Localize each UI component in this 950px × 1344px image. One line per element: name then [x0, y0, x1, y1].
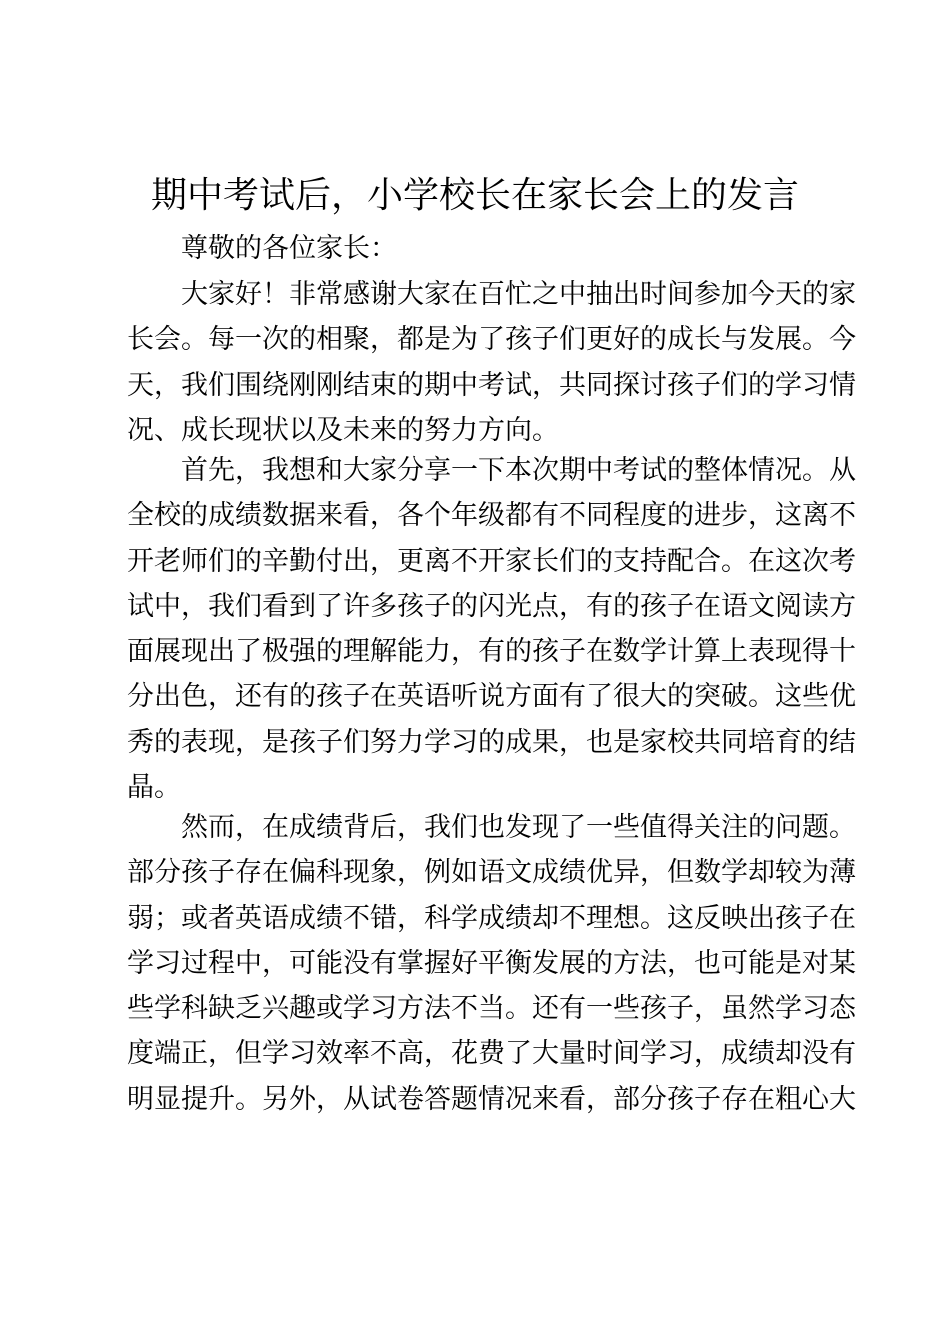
paragraph-line: 大家好！非常感谢大家在百忙之中抽出时间参加今天的家: [181, 279, 856, 310]
paragraph-line: 分出色，还有的孩子在英语听说方面有了很大的突破。这些优: [127, 681, 856, 713]
paragraph-line: 些学科缺乏兴趣或学习方法不当。还有一些孩子，虽然学习态: [127, 993, 856, 1025]
document-title: 期中考试后，小学校长在家长会上的发言: [150, 175, 799, 216]
paragraph-line: 长会。每一次的相聚，都是为了孩子们更好的成长与发展。今: [127, 324, 856, 356]
paragraph-line: 面展现出了极强的理解能力，有的孩子在数学计算上表现得十: [127, 636, 856, 668]
paragraph-line: 学习过程中，可能没有掌握好平衡发展的方法，也可能是对某: [127, 947, 856, 979]
paragraph-line: 首先，我想和大家分享一下本次期中考试的整体情况。从: [181, 455, 856, 486]
paragraph-2: [127, 448, 856, 810]
paragraph-1: [127, 272, 856, 453]
paragraph-3: [127, 805, 856, 1122]
paragraph-line: 晶。: [127, 772, 181, 804]
paragraph-line: 度端正，但学习效率不高，花费了大量时间学习，成绩却没有: [127, 1038, 856, 1070]
paragraph-line: 然而，在成绩背后，我们也发现了一些值得关注的问题。: [181, 812, 856, 843]
paragraph-line: 开老师们的辛勤付出，更离不开家长们的支持配合。在这次考: [127, 545, 856, 577]
paragraph-line: 秀的表现，是孩子们努力学习的成果，也是家校共同培育的结: [127, 726, 856, 758]
paragraph-line: 天，我们围绕刚刚结束的期中考试，共同探讨孩子们的学习情: [127, 369, 856, 401]
paragraph-line: 况、成长现状以及未来的努力方向。: [127, 414, 559, 446]
paragraph-line: 明显提升。另外，从试卷答题情况来看，部分孩子存在粗心大: [127, 1083, 856, 1115]
paragraph-line: 部分孩子存在偏科现象，例如语文成绩优异，但数学却较为薄: [127, 857, 856, 889]
salutation: 尊敬的各位家长：: [181, 233, 397, 264]
paragraph-line: 弱；或者英语成绩不错，科学成绩却不理想。这反映出孩子在: [127, 902, 856, 934]
paragraph-line: 试中，我们看到了许多孩子的闪光点，有的孩子在语文阅读方: [127, 590, 856, 622]
paragraph-line: 全校的成绩数据来看，各个年级都有不同程度的进步，这离不: [127, 500, 856, 532]
